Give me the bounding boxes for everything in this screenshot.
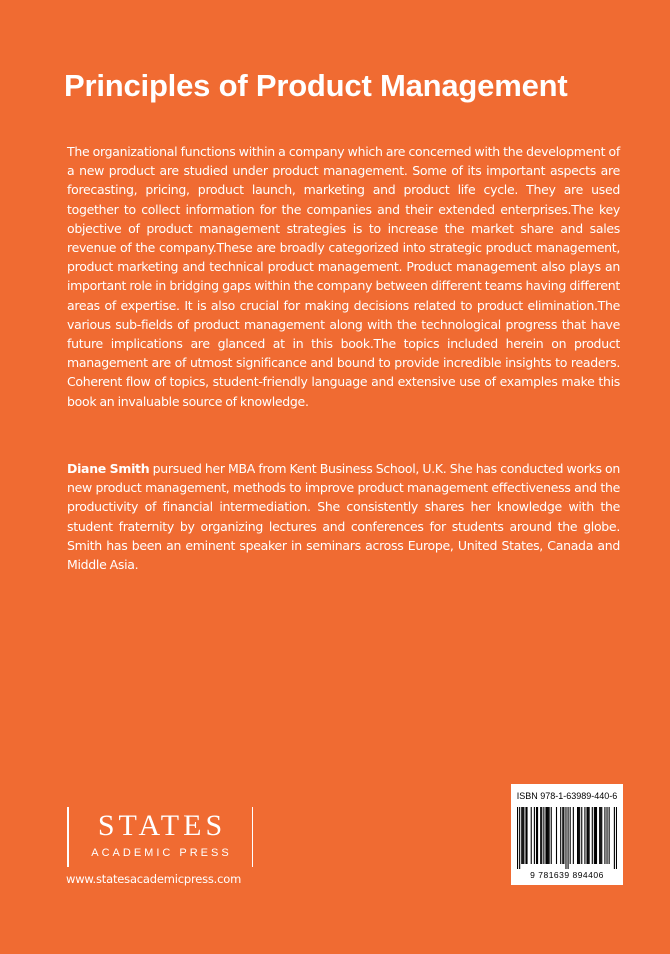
barcode-bar [517,807,518,869]
barcode-bar [584,807,585,864]
barcode-bar [522,807,523,864]
barcode-bar [560,807,561,864]
publisher-logo [67,807,253,867]
author-bio [67,459,620,574]
barcode-bar [601,807,602,864]
publisher-logo-sub-text: ACADEMIC PRESS [91,847,232,859]
barcode [517,807,617,869]
barcode-bar [545,807,546,864]
barcode-bar [589,807,590,864]
barcode-bar [565,807,566,869]
barcode-bar [523,807,524,864]
barcode-bar [549,807,550,864]
book-description: The organizational functions within a company which are concerned with the development of a new product are studied under product management. Some of its important aspects are forecasting, pricing, product launch, marketing and product life cycle. They are used together to collect information for the companies and their extended enterprises.The key objective of product management strategies is to increase the market share and sales revenue of the company.These are broadly categorized into strategic product management, product marketing and technical product management. Product management also plays an important role in bridging gaps within the company between different teams having different areas of expertise. It is also crucial for making decisions related to product elimination.The various sub-fields of product management along with the technological progress that have future implications are glanced at in this book.The topics included herein on product management are of utmost significance and bound to provide incredible insights to readers. Coherent flow of topics, student-friendly language and extensive use of examples make this book an invaluable source of knowledge. [67,144,620,409]
barcode-bar [592,807,593,864]
barcode-bar [588,807,589,864]
barcode-digits: 9 781639 894406 [530,870,604,880]
barcode-bar [614,807,615,869]
barcode-bar [548,807,549,864]
barcode-bar [540,807,541,864]
barcode-bar [573,807,574,864]
barcode-bar [519,807,520,869]
barcode-bar [562,807,563,864]
barcode-bar [537,807,538,864]
barcode-bar [586,807,587,864]
barcode-bar [594,807,595,864]
barcode-bar [600,807,601,864]
barcode-bar [568,807,569,869]
barcode-bar [551,807,552,864]
barcode-bar [570,807,571,864]
barcode-bar [604,807,605,864]
barcode-bar [616,807,617,869]
barcode-bar [577,807,578,864]
logo-right-bar [252,807,254,867]
book-title: Principles of Product Management [64,68,568,103]
barcode-bar [596,807,597,864]
barcode-bar [563,807,564,864]
barcode-bar [541,807,542,864]
barcode-bar [578,807,579,864]
isbn-barcode-box [511,784,623,885]
barcode-bar [543,807,544,864]
barcode-bar [521,807,522,864]
barcode-bar [595,807,596,864]
barcode-bar [606,807,607,864]
barcode-bar [536,807,537,864]
barcode-bar [556,807,557,864]
publisher-website: www.statesacademicpress.com [66,872,242,886]
author-bio-text: pursued her MBA from Kent Business School, U.K. She has conducted works on new product management, methods to improve product management effectiveness and the productivity of financial intermediation. She consistently shares her knowledge with the student fraternity by organizing lectures and conferences for students around the globe. Smith has been an eminent speaker in seminars across Europe, United States, Canada and Middle Asia. [67,461,621,573]
barcode-bar [599,807,600,864]
barcode-bar [531,807,532,864]
publisher-logo-main-text: STATES [97,809,227,842]
author-name: Diane Smith [67,461,150,476]
barcode-bar [609,807,610,864]
barcode-bar [525,807,526,864]
barcode-bar [546,807,547,864]
isbn-label: ISBN 978-1-63989-440-6 [516,791,618,801]
barcode-bar [526,807,527,864]
barcode-bar [581,807,582,864]
barcode-bar [579,807,580,864]
barcode-bar [534,807,535,864]
